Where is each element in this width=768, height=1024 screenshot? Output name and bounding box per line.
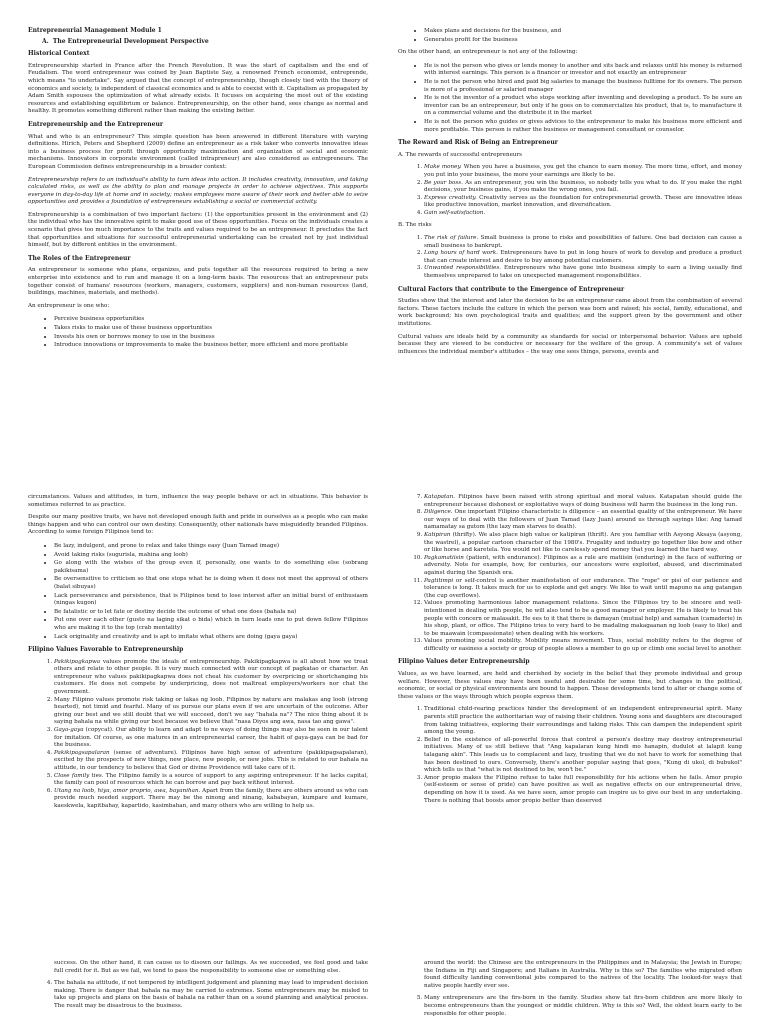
column-mid-right	[398, 494, 742, 810]
list-item: • He is not the inventor of a product who stops working after inventing and developing a product. To be sure an inventor can be an entrepreneur, but only if he goes on to commercialize his product, that is, to manufacture it on a commercial volume and the distribute it in the market	[424, 94, 742, 118]
column-bottom-left	[28, 960, 368, 1016]
list-item: 3. Express creativity. Creativity serves as the foundation for entrepreneurial growth. These are innovative ideas like productive innovation, market innovation, and diversification.	[424, 195, 742, 210]
paragraph: On the other hand, an entrepreneur is not any of the following:	[398, 49, 578, 56]
list-item: • He is not the person who gives or lends money to another and sits back and relaxes until his money is returned with interest earnings. This person is a financer or investor and not exactly an entrepreneur	[424, 62, 742, 78]
bullet-list	[398, 27, 742, 44]
paragraph: What and who is an entrepreneur? This simple question has been answered in different literature with varying definitions. Hirich, Peters and Shepherd (2009) define an entrepreneur as a risk taker who converts innovative ideas into a business process for profit through opportunity maximization and organization of social and economic mechanisms. Innovators in corporate environment (called intrapreneur) are also considered as entrepreneurs. The European Commission defines entrepreneurship in a broader context:	[28, 133, 368, 170]
paragraph: Cultural values are ideals held by a community as standards for social or interpersonal behavior. Values are upheld because they are viewed to be conducive or necessary for the welfare of the group. A community's set of values influences the individual member's attitudes – the way one sees things, persons, events and	[398, 333, 742, 355]
list-item: • Be oversensitive to criticism so that one stops what he is doing when it does not meet the approval of others (balat sibuyas)	[54, 575, 368, 591]
numbered-list	[398, 494, 742, 653]
numbered-list	[398, 164, 742, 217]
paragraph: Entrepreneurship is a combination of two important factors: (1) the opportunities present in the environment and (2) the individual who has the innovative spirit to make good use of these opportunities. Focus on the individuals creates a scenario that gives too much importance to the traits and values required to be an entrepreneur. It precludes the fact that opportunities and situations for successful entrepreneurial undertaking can be created not by just individual himself, but by different entities in the environment.	[28, 211, 368, 249]
numbered-list	[28, 980, 368, 1010]
list-item: • Be fatalistic or to let fate or destiny decide the outcome of what one does (bahala na)	[54, 608, 368, 617]
list-item: 4. Pakikipagsapalaran (sense of adventure). Filipinos have high sense of adventure (pakikipagsapalaran), excited by the prospects of new things, new place, new people, or new jobs. This is related to our bahala na attitude, in our tendency to believe that God or divine Providence will take care of it.	[54, 750, 368, 773]
paragraph: success. On the other hand, it can cause us to disown our failings. As we succeeded, we feel good and take full credit for it. But as we fail, we tend to pass the responsibility to someone else or something else.	[54, 960, 368, 974]
column-top-left	[28, 27, 368, 355]
numbered-list	[398, 995, 742, 1018]
bullet-list	[398, 62, 742, 134]
list-item: 2. Belief in the existence of all-powerful forces that control a person's destiny may destroy entrepreneurial initiatives. Many of us still believe that "Ang kapalaran kung hindi mo hanapin, dudulot at lalapit kung talagang akin". This leads us to complacent and lazy, trusting that we do not have to work for something that has been destined to ours. Conversely, there's another popular saying that goes, "Kung di ukol, di bubukol" which tells us that "what is not destined to be, won't be."	[424, 737, 742, 775]
list-item: 13. Values promoting social mobility. Mobility means movement. Thus, social mobility refers to the degree of difficulty or easiness a society or group of people allows a member to go up or climb one social level to another.	[424, 638, 742, 653]
list-item: • Invests his own or borrows money to use in the business	[54, 333, 368, 342]
list-item: 4. Gain self-satisfaction.	[424, 210, 742, 218]
column-mid-left	[28, 494, 368, 816]
list-item: 1. Make money. When you have a business, you get the chance to earn money. The more time, effort, and money you put into your business, the more your earnings are likely to be.	[424, 164, 742, 179]
list-item: 3. Gaya-gaya (copycat). Our ability to learn and adapt to ne ways of doing things may also be seen in our talent for imitation. Of course, as one matures in an entrepreneurial career, the habit of gaya-gaya can be bad for the business.	[54, 727, 368, 750]
list-item: • Introduce innovations or improvements to make the business better, more efficient and more profitable	[54, 341, 368, 350]
list-item: 11. Pagtitimpi or self-control is another manifestation of our endurance. The "rope" or pisi of our patience and tolerance is long. It takes much for us to explode and get angry. We like to wait until mapuno na ang gatangan (the cup overflows).	[424, 578, 742, 601]
paragraph: Values, as we have learned, are held and cherished by society in the belief that they promote individual and group welfare. However, these values may have been useful and desirable for some time, but changes in the political, economic, or social or physical environments are bound to happen. These developments tend to alter or change some of these values or the ways through which people express them.	[398, 671, 742, 700]
list-item: 6. Utang na loob, hiya, amor proprio, awa, bayanihan. Apart from the family, there are others around us who can provide much needed support. There may be the ninong and ninang, kababayan, kumpare and kumare, kaeskwela, kapitbahay, kapartido, kasimbahan, and many others who are willing to help us.	[54, 788, 368, 811]
list-item: • Generates profit for the business	[424, 36, 742, 45]
heading-favorable-values: Filipino Values Favorable to Entrepreneurship	[28, 646, 184, 654]
numbered-list	[28, 659, 368, 811]
heading-deter-values: Filipino Values deter Entrepreneurship	[398, 658, 530, 666]
list-item: • He is not the person who hired and paid big salaries to manage the business fulltime for its owners. The person is more of a professional or salaried manager	[424, 78, 742, 94]
heading-cultural: Cultural Factors that contribute to the Emergence of Entrepreneur	[398, 285, 625, 293]
numbered-list	[398, 706, 742, 805]
list-item: 5. Many entrepreneurs are the firs-born in the family. Studies show tat firs-born children are more likely to become entrepreneurs than the youngest or middle children. Why is this so? Well, the oldest learn early to be responsible for other people.	[424, 995, 742, 1018]
list-item: 8. Diligence. One important Filipino characteristic is diligence – an essential quality of the entrepreneur. We have our ways of to deal with the followers of Juan Tamad (lazy Juan) around us through sayings like: Ang tamad namamatay sa gutom (the lazy man starves to death).	[424, 509, 742, 532]
bullet-list	[28, 542, 368, 641]
list-item: 9. Katipiran (thrifty). We also place high value or katipiran (thrift). Are you familiar with Asyong Aksaya (asyong, the wastrel), a popular cartoon character of the 1980's. Frugality and industry go together like bow and other or like horse and karetela. You would not like to carelessly spend money that you learned the hard way.	[424, 532, 742, 555]
list-item: 10. Pagkamatiisin (patient, with endurance). Filipinos as a rule are matiisin (enduring) in the face of suffering or adversity. Note for example, how, for centuries, our ancestors were exploited, abused, and discriminated against during the Spanish era.	[424, 555, 742, 578]
list-item: • Go along with the wishes of the group even if, personally, one wants to do something else (sobrang pakikisama)	[54, 559, 368, 575]
module-title: Entrepreneurial Management Module 1	[28, 27, 162, 34]
list-item: • Lack originality and creativity and is apt to imitate what others are doing (gaya gaya)	[54, 633, 368, 642]
subheading: A. The rewards of successful entrepreneurs	[398, 151, 523, 158]
paragraph: circumstances. Values and attitudes, in turn, influence the way people behave or act in situations. This behavior is sometimes referred to as practice.	[28, 494, 368, 508]
heading-reward-risk: The Reward and Risk of Being an Entrepreneur	[398, 139, 558, 147]
list-item: 7. Katapatan. Filipinos have been raised with strong spiritual and moral values. Katapatan should guide the entrepreneur because dishonest or exploitative ways of doing business will harm the business in the long run.	[424, 494, 742, 509]
paragraph: Despite our many positive traits, we have not developed enough faith and pride in ourselves as a people who can make things happen and who can control our own destiny. Consequently, other nationals have misguidedly branded Filipinos. According to some foreign Filipinos tend to:	[28, 514, 368, 536]
list-item: 1. Pakikipagkapwa values promote the ideals of entrepreneurship. Pakikipagkapwa is all about how we treat others and relate to other people. It is very much connected with our concept of pagkatao or character. An entrepreneur who values pakikipagkapwa does not cheat his customer by overpricing or shortchanging his customers. He does not compete by underpricing, does not maltreat employers/workers nor chat the government.	[54, 659, 368, 697]
subheading: B. The risks	[398, 222, 432, 229]
list-item: • Put one over each other (gusto na laging sikat o bida) which in turn leads one to put down fellow Filipinos who are making it to the top (crab mentality)	[54, 616, 368, 632]
list-item: 5. Close family ties. The Filipino family is a source of support to any aspiring entrepreneur. If he lacks capital, the family can pool of resources which he can borrow and pay back without interest.	[54, 773, 368, 788]
quote: Entrepreneurship refers to an individual's ability to turn ideas into action. It includes creativity, innovation, and taking calculated risks, as well as the ability to plan and manage projects in order to achieve objectives. This supports everyone in day-to-day life at home and in society; makes employees more aware of their work and better able to seize opportunities and provides a foundation of entrepreneurs establishing a social or commercial activity.	[28, 176, 368, 206]
paragraph: around the world: the Chinese are the entrepreneurs in the Philippines and in Malaysia; the Jewish in Europe; the Indians in Fiji and Singapore; and Italians in Australia. Why is this so? The families who migrated often found difficulty landing conventional jobs compared to the natives of the locality. The looked-for ways that native people hardly ever see.	[424, 960, 742, 989]
list-item: 4. The bahala na attitude, if not tempered by intelligent judgement and planning may lead to imprudent decision making. There is danger that bahala na may be carried to extremes. Some entrepreneurs may be misled to take up projects and plans on the basis of bahala na rather than on a sound planning and analytical process. The result may be disastrous to the business.	[54, 980, 368, 1010]
list-item: • He is not the person who guides or gives advices to the entrepreneur to make his business more efficient and more profitable. This person is rather the business or management consultant or counselor.	[424, 118, 742, 134]
paragraph: Studies show that the interest and later the decision to be an entrepreneur came about from the combination of several factors. These factors include the culture in which the person was born and raised; his social, family, educational, and work background; his own psychological traits and qualities; and the support given by the government and other institutions.	[398, 298, 742, 327]
list-item: 2. Many Filipino values promote risk taking or lakas ng loob. Filipinos by nature are malakas ang loob (strong hearted), not timid and fearful. Many of us pursue our plans even if we are uncertain of the outcome. After giving our best and we still doubt that we will succeed, don't we say "bahala na"? The nice thing about it is saying bahala na while giving our best because we believe that "nasa Diyos ang awa, nasa tao ang gawa".	[54, 697, 368, 727]
numbered-list	[398, 235, 742, 281]
list-item: • Be lazy, indulgent, and prone to relax and take things easy (Juan Tamad image)	[54, 542, 368, 551]
column-bottom-right	[398, 960, 742, 1023]
list-item: • Perceive business opportunities	[54, 315, 368, 324]
list-item: • Avoid taking risks (sugurisla, mahina ang loob)	[54, 551, 368, 560]
list-item: • Lack perseverance and persistence, that is Filipinos tend to lose interest after an initial burst of enthusiasm (ningas kugon)	[54, 592, 368, 608]
list-item: 3. Amor propio makes the Filipino refuse to take full responsibility for his actions when he fails. Amor propio (self-esteem or sense of pride) can have positive as well as negative effects on our entrepreneurial drive, depending on how it is used. As we have seen, amor propio can inspire us to give our best in any undertaking. There is nothing that boosts amor propio better than deserved	[424, 775, 742, 805]
paragraph: An entrepreneur is one who:	[28, 302, 110, 309]
heading-entrepreneurship: Entrepreneurship and the Entrepreneur	[28, 120, 164, 128]
list-item: 1. Traditional child-rearing practices hinder the development of an independent entrepreneurial spirit. Many parents still practice the authoritarian way of raising their children. Young sons and daughters are discouraged from taking initiatives, exploring their surroundings and taking risks. This can dampen the independent spirit among the young.	[424, 706, 742, 736]
heading-historical: Historical Context	[28, 50, 90, 58]
list-item: 12. Values promoting harmonious labor management relations. Since the Filipinos try to be sincere and well-intentioned in dealing with people, he will also tend to be a good manager or employer. He is likely to treat his people with concern or malasakit. He ees to it that there is damayan (mutual help) and samahan (camaderie) in his shop, plant, or office. The Filipino tries to very hard to be madaling makagaanan ng loob (easy to like) and to be maawain (compassionate) when dealing with his workers.	[424, 600, 742, 638]
list-item: • Takes risks to make use of these business opportunities	[54, 324, 368, 333]
paragraph: An entrepreneur is someone who plans, organizes, and puts together all the resources required to bring a new enterprise into existence and to run and manage it on a long-term basis. The resources that an entrepreneur puts together consist of humans' resources (workers, managers, customers, suppliers) and non-human resources (land, buildings, machines, materials, and methods).	[28, 267, 368, 297]
section-heading: A. The Entrepreneurial Development Perspective	[42, 37, 209, 45]
list-item: 2. Be your boss. As an entrepreneur, you win the business, so nobody tells you what to do. If you make the right decisions, your business gains, if you make the wrong ones, you fail.	[424, 180, 742, 195]
list-item: 2. Long hours of hard work. Entrepreneurs have to put in long hours of work to develop and produce a product that can create interest and desire to buy among potential customers.	[424, 250, 742, 265]
list-item: • Makes plans and decisions for the business, and	[424, 27, 742, 36]
heading-roles: The Roles of the Entrepreneur	[28, 254, 131, 262]
bullet-list	[28, 315, 368, 349]
list-item: 1. The risk of failure. Small business is prone to risks and possibilities of failure. One bad decision can cause a small business to bankrupt.	[424, 235, 742, 250]
column-top-right	[398, 27, 742, 361]
list-item: 3. Unwanted responsibilities. Entrepreneurs who have gone into business simply to earn a living usually find themselves unprepared to take on unexpected management responsibilities.	[424, 265, 742, 280]
paragraph: Entrepreneurship started in France after the French Revolution. It was the start of capitalism and the end of Feudalism. The word entrepreneur was coined by Jean Baptiste Say, a renowned French economist, entreprende, which means "to undertake". Say argued that the concept of entrepreneurship, though closely tied with the theory of economics and society, is independent of classical economics and is able to coexist with it. Capitalism as propagated by Adam Smith espouses the optimization of what already exists. It focuses on acquiring the most out of the existing resources and establishing equilibrium or balance. Entrepreneurship, on the other hand, sees change as normal and healthy. It promotes something different rather than making the existing better.	[28, 62, 368, 115]
